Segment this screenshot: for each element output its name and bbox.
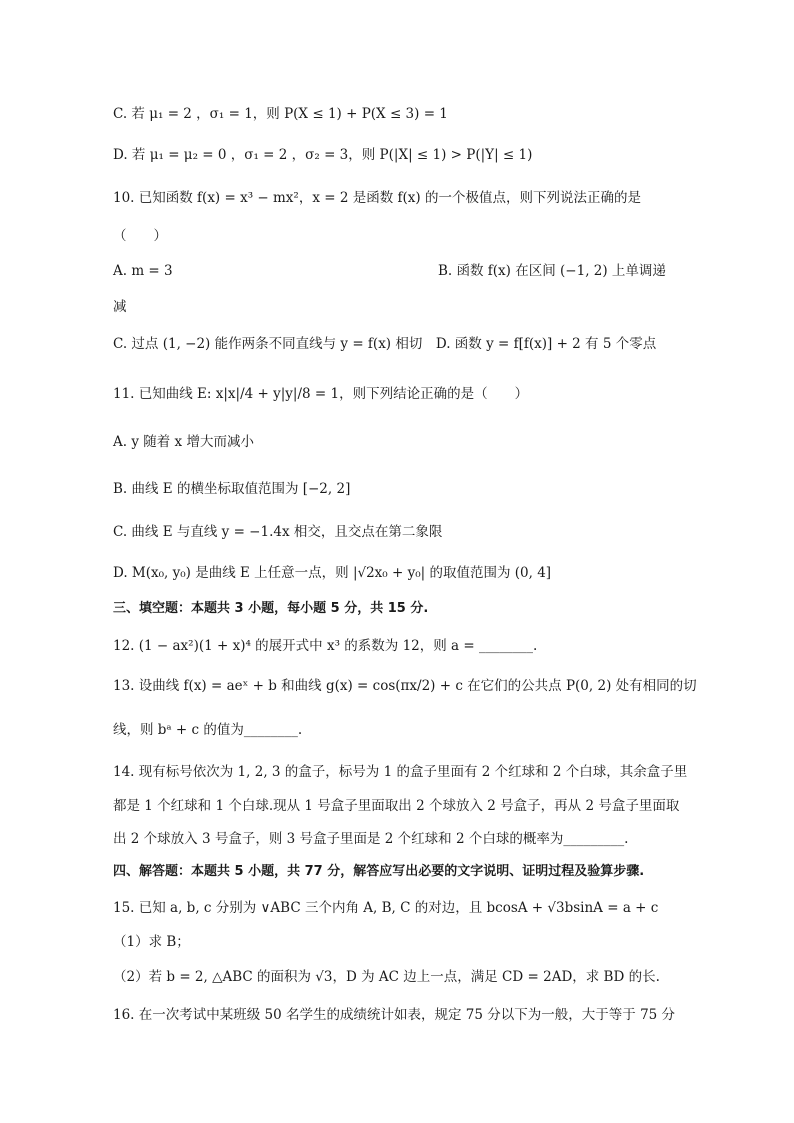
question-12: 12. (1 − ax²)(1 + x)⁴ 的展开式中 x³ 的系数为 12，则 a = ________. bbox=[113, 638, 538, 654]
question-11: 11. 已知曲线 E: x|x|/4 + y|y|/8 = 1，则下列结论正确的是（ ） bbox=[113, 386, 529, 402]
option-10b-cont: 减 bbox=[113, 299, 127, 315]
question-14: 14. 现有标号依次为 1, 2, 3 的盒子，标号为 1 的盒子里面有 2 个红球和 2 个白球，其余盒子里 bbox=[113, 764, 688, 780]
question-14-cont2: 出 2 个球放入 3 号盒子，则 3 号盒子里面是 2 个红球和 2 个白球的概率为_________. bbox=[113, 831, 629, 847]
option-9c: C. 若 μ₁ = 2 ，σ₁ = 1，则 P(X ≤ 1) + P(X ≤ 3) = 1 bbox=[113, 106, 448, 122]
question-16: 16. 在一次考试中某班级 50 名学生的成绩统计如表，规定 75 分以下为一般，大于等于 75 分 bbox=[113, 1007, 676, 1023]
option-10c-d: C. 过点 (1, −2) 能作两条不同直线与 y = f(x) 相切 D. 函数 y = f[f(x)] + 2 有 5 个零点 bbox=[113, 336, 657, 352]
question-15-part1: （1）求 B； bbox=[113, 934, 190, 950]
question-13-cont: 线，则 bᵃ + c 的值为________. bbox=[113, 722, 303, 738]
option-11b: B. 曲线 E 的横坐标取值范围为 [−2, 2] bbox=[113, 481, 351, 497]
question-15: 15. 已知 a, b, c 分别为 ∨ABC 三个内角 A, B, C 的对边，且 bcosA + √3bsinA = a + c bbox=[113, 900, 659, 916]
section-4-heading: 四、解答题：本题共 5 小题，共 77 分，解答应写出必要的文字说明、证明过程及验算步骤. bbox=[113, 864, 645, 879]
section-3-heading: 三、填空题：本题共 3 小题，每小题 5 分，共 15 分. bbox=[113, 601, 429, 616]
question-14-cont1: 都是 1 个红球和 1 个白球.现从 1 号盒子里面取出 2 个球放入 2 号盒子，再从 2 号盒子里面取 bbox=[113, 798, 680, 814]
question-15-part2: （2）若 b = 2, △ABC 的面积为 √3，D 为 AC 边上一点，满足 CD = 2AD，求 BD 的长. bbox=[113, 969, 660, 985]
option-11c: C. 曲线 E 与直线 y = −1.4x 相交，且交点在第二象限 bbox=[113, 524, 443, 540]
option-10a: A. m = 3 bbox=[113, 263, 173, 279]
option-11d: D. M(x₀, y₀) 是曲线 E 上任意一点，则 |√2x₀ + y₀| 的取值范围为 (0, 4] bbox=[113, 565, 552, 581]
option-9d: D. 若 μ₁ = μ₂ = 0 ，σ₁ = 2 ，σ₂ = 3，则 P(|X| ≤ 1) > P(|Y| ≤ 1) bbox=[113, 147, 533, 163]
question-10-bracket: （ ） bbox=[113, 228, 167, 244]
question-13: 13. 设曲线 f(x) = aeˣ + b 和曲线 g(x) = cos(πx/2) + c 在它们的公共点 P(0, 2) 处有相同的切 bbox=[113, 678, 697, 694]
question-10: 10. 已知函数 f(x) = x³ − mx²，x = 2 是函数 f(x) 的一个极值点，则下列说法正确的是 bbox=[113, 190, 641, 206]
option-11a: A. y 随着 x 增大而减小 bbox=[113, 434, 254, 450]
option-10b: B. 函数 f(x) 在区间 (−1, 2) 上单调递 bbox=[438, 263, 666, 279]
